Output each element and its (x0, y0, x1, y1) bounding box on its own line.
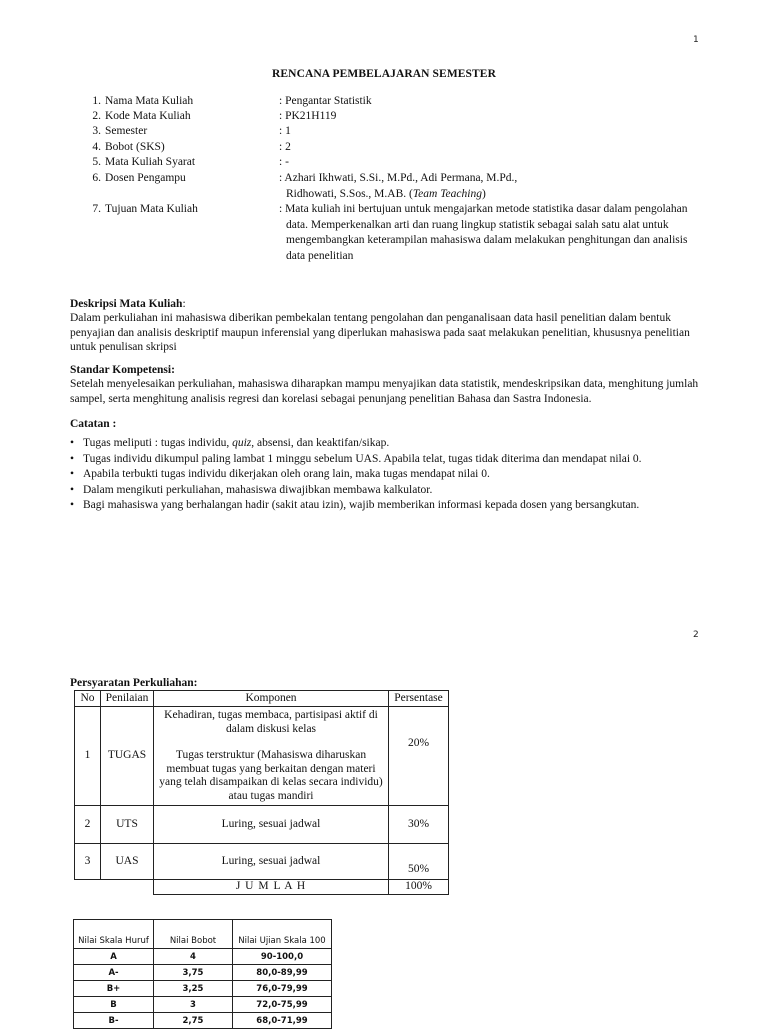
grade-scale-table (73, 919, 332, 1029)
deskripsi-heading: Deskripsi Mata Kuliah (70, 298, 183, 310)
table-header-row (75, 691, 449, 707)
cell-huruf: B+ (74, 981, 154, 997)
cell-bobot: 3,25 (154, 981, 233, 997)
total-value: 100% (389, 880, 449, 895)
cell-skala: 68,0-71,99 (233, 1013, 332, 1029)
cell-huruf: A (74, 949, 154, 965)
table-total-row (75, 880, 449, 895)
catatan-list (70, 436, 710, 514)
bullet-icon: • (70, 437, 75, 449)
cell-komponen (154, 707, 389, 806)
cell-persentase: 20% (389, 707, 449, 806)
tujuan-line-2: data. Memperkenalkan arti dan ruang lingkup statistik sebagai salah satu alat untuk (286, 218, 669, 231)
team-teaching-text: Team Teaching (412, 187, 482, 200)
col-header-penilaian: Penilaian (101, 691, 154, 707)
cell-penilaian: UTS (101, 806, 154, 844)
cell-no: 2 (75, 806, 101, 844)
cell-penilaian: UAS (101, 844, 154, 880)
col-header-persentase: Persentase (389, 691, 449, 707)
info-label: Nama Mata Kuliah (105, 95, 194, 107)
cell-bobot: 3 (154, 997, 233, 1013)
komponen-spacer (156, 736, 386, 749)
dosen-line-2 (279, 187, 709, 203)
deskripsi-text: Dalam perkuliahan ini mahasiswa diberikan pembekalan tentang pengolahan dan penganalisaan data hasil penelitian dalam bentuk penyajian dan analisis deskriptif maupun inferensial yang diperlukan mahasiswa pada saat melakukan penelitian, khususnya penelitian untuk penulisan skripsi (70, 312, 690, 353)
cell-bobot: 4 (154, 949, 233, 965)
list-item (70, 483, 710, 499)
list-item (70, 467, 710, 483)
grade-row (74, 965, 332, 981)
info-label: Kode Mata Kuliah (105, 110, 191, 122)
quiz-text: quiz (232, 437, 252, 449)
total-label: J U M L A H (154, 880, 389, 895)
cell-huruf: B- (74, 1013, 154, 1029)
deskripsi-heading-line (70, 298, 186, 310)
info-number: 6. (92, 172, 101, 184)
standar-text: Setelah menyelesaikan perkuliahan, mahasiswa diharapkan mampu menyajikan data statistik, mendeskripsikan data, menghitung jumlah sampel, serta menghitung analisis regresi dan korelasi sebagai penunjang penelitian Bahasa dan Sastra Indonesia. (70, 378, 699, 405)
grade-row (74, 981, 332, 997)
info-label: Bobot (SKS) (105, 141, 165, 153)
list-item (70, 436, 710, 452)
standar-heading: Standar Kompetensi: (70, 364, 175, 376)
note-text: Apabila terbukti tugas individu dikerjakan oleh orang lain, maka tugas mendapat nilai 0. (83, 468, 490, 480)
persyaratan-heading: Persyaratan Perkuliahan: (70, 677, 198, 689)
komponen-text-a: Kehadiran, tugas membaca, partisipasi aktif di dalam diskusi kelas (164, 709, 378, 735)
info-value: : 1 (279, 125, 291, 137)
list-item (70, 498, 710, 514)
cell-no: 1 (75, 707, 101, 806)
bullet-icon: • (70, 499, 75, 511)
list-item (70, 452, 710, 468)
page-number-1: 1 (693, 35, 699, 45)
info-label: Tujuan Mata Kuliah (105, 203, 198, 215)
bullet-icon: • (70, 452, 75, 465)
info-number: 7. (92, 203, 101, 215)
note-text: Dalam mengikuti perkuliahan, mahasiswa diwajibkan membawa kalkulator. (83, 483, 433, 496)
note-text: Tugas meliputi : tugas individu, (83, 437, 233, 449)
grade-row (74, 1013, 332, 1029)
table-row (75, 806, 449, 844)
cell-bobot: 3,75 (154, 965, 233, 981)
grade-row (74, 997, 332, 1013)
table-row (75, 707, 449, 806)
cell-skala: 80,0-89,99 (233, 965, 332, 981)
dosen-names: Ridhowati, S.Sos., M.AB. ( (286, 187, 413, 200)
cell-komponen: Luring, sesuai jadwal (154, 844, 389, 880)
document-title: RENCANA PEMBELAJARAN SEMESTER (272, 68, 496, 80)
catatan-heading: Catatan : (70, 418, 117, 430)
tujuan-value (279, 202, 709, 264)
info-number: 1. (92, 95, 101, 107)
tujuan-line-1: : Mata kuliah ini bertujuan untuk mengajarkan metode statistika dasar dalam pengolahan (279, 203, 688, 215)
info-label: Semester (105, 125, 148, 137)
info-label: Mata Kuliah Syarat (105, 156, 196, 168)
dosen-line-1: : Azhari Ikhwati, S.Si., M.Pd., Adi Permana, M.Pd., (279, 172, 518, 184)
dosen-close-paren: ) (481, 187, 486, 200)
empty-cell (75, 880, 154, 895)
info-value: : - (279, 156, 289, 168)
bullet-icon: • (70, 468, 75, 480)
page-number-2: 2 (693, 630, 699, 640)
col-header-bobot: Nilai Bobot (154, 920, 233, 949)
cell-huruf: B (74, 997, 154, 1013)
info-number: 3. (92, 125, 101, 137)
info-value: : 2 (279, 141, 291, 153)
deskripsi-colon: : (182, 298, 186, 310)
col-header-komponen: Komponen (154, 691, 389, 707)
note-text: Bagi mahasiswa yang berhalangan hadir (sakit atau izin), wajib memberikan informasi kepada dosen yang bersangkutan. (83, 499, 640, 511)
info-value: : PK21H119 (279, 110, 337, 122)
cell-no: 3 (75, 844, 101, 880)
komponen-text-b: Tugas terstruktur (Mahasiswa diharuskan membuat tugas yang berkaitan dengan materi yang telah disampaikan di kelas secara individu) atau tugas mandiri (159, 749, 383, 802)
grade-header-row (74, 920, 332, 949)
cell-persentase: 30% (389, 806, 449, 844)
cell-skala: 90-100,0 (233, 949, 332, 965)
cell-bobot: 2,75 (154, 1013, 233, 1029)
dosen-value (279, 171, 709, 202)
col-header-no: No (75, 691, 101, 707)
tujuan-line-3: mengembangkan keterampilan mahasiswa dalam melakukan penghitungan dan analisis (286, 234, 688, 246)
col-header-skala: Nilai Ujian Skala 100 (233, 920, 332, 949)
bullet-icon: • (70, 483, 75, 496)
table-row (75, 844, 449, 880)
requirements-table (74, 690, 449, 895)
info-number: 2. (92, 110, 101, 122)
cell-penilaian: TUGAS (101, 707, 154, 806)
grade-row (74, 949, 332, 965)
info-label: Dosen Pengampu (105, 172, 186, 184)
cell-komponen: Luring, sesuai jadwal (154, 806, 389, 844)
info-number: 5. (92, 156, 101, 168)
cell-skala: 72,0-75,99 (233, 997, 332, 1013)
note-text-end: , absensi, dan keaktifan/sikap. (251, 437, 390, 449)
tujuan-line-4: data penelitian (286, 249, 354, 262)
cell-persentase: 50% (389, 844, 449, 880)
cell-huruf: A- (74, 965, 154, 981)
col-header-huruf: Nilai Skala Huruf (74, 920, 154, 949)
note-text: Tugas individu dikumpul paling lambat 1 minggu sebelum UAS. Apabila telat, tugas tidak diterima dan mendapat nilai 0. (83, 452, 642, 465)
cell-skala: 76,0-79,99 (233, 981, 332, 997)
info-number: 4. (92, 141, 101, 153)
info-value: : Pengantar Statistik (279, 95, 372, 107)
